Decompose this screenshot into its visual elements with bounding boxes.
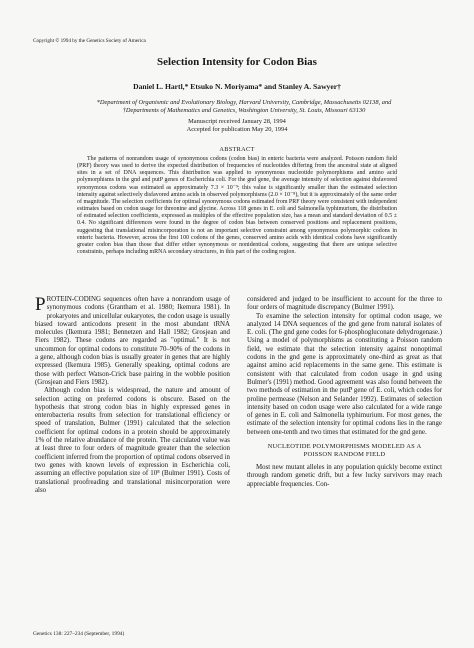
section-heading <box>247 443 442 459</box>
body-column-left <box>35 296 230 495</box>
affiliation-1: *Department of Organismic and Evolutionary Biology, Harvard University, Cambridge, Massachusetts 02138, and <box>96 99 392 106</box>
received-date: Manuscript received January 28, 1994 <box>188 118 286 125</box>
intro-paragraph-3: To examine the selection intensity for optimal codon usage, we analyzed 14 DNA sequences of the gnd gene from natural isolates of E. coli. (The gnd gene codes for 6-phosphogluconate dehydrogenase.) Using a model of polymorphisms as constituting a Poisson random field, we estimate that the selection intensity against nonoptimal codons in the gnd gene is approximately one-third as great as that against amino acid replacements in the same gene. This estimate is consistent with that calculated from codon usage in gnd using Bulmer's (1991) method. Good agreement was also found between the two methods of estimation in the putP gene of E. coli, which codes for proline permease (Nelson and Selander 1992). Estimates of selection intensity based on codon usage were also calculated for a wide range of genes in E. coli and Salmonella typhimurium. For most genes, the estimate of the selection intensity for optimal codons lies in the range between one-tenth and two times that estimated for the gnd gene. <box>247 312 442 436</box>
continued-paragraph: considered and judged to be insufficient to account for the three to four orders of magnitude discrepancy (Bulmer 1991). <box>247 296 442 312</box>
author-list: Daniel L. Hartl,* Etsuko N. Moriyama* and Stanley A. Sawyer† <box>133 82 341 91</box>
section-heading-line-2: POISSON RANDOM FIELD <box>303 451 386 459</box>
abstract-text <box>77 156 397 256</box>
paper-title: Selection Intensity for Codon Bias <box>157 56 317 68</box>
section-paragraph: Most new mutant alleles in any population quickly become extinct through random genetic drift, but a few lucky survivors may reach appreciable frequencies. Con- <box>247 464 442 488</box>
intro-paragraph-2: Although codon bias is widespread, the nature and amount of selection acting on preferred codons is obscure. Based on the hypothesis that strong codon bias in highly expressed genes in enterobacteria results from selection for translational efficiency or speed of translation, Bulmer (1991) calculated that the selection coefficient for optimal codons in a protein should be approximately 1% of the relative abundance of the protein. The calculated value was at least three to four orders of magnitude greater than the selection coefficient inferred from the proportion of optimal codons observed in two genes with known levels of expression in Escherichia coli, assuming an effective population size of 10⁸ (Bulmer 1991). Costs of translational proofreading and translational misincorporation were also <box>35 387 230 494</box>
intro-paragraph-1-text: ROTEIN-CODING sequences often have a nonrandom usage of synonymous codons (Grantham et al. 1980; Ikemura 1981). In prokaryotes and unicellular eukaryotes, the codon usage is usually biased toward anticodons present in the most abundant tRNA molecules (Ikemura 1981; Bennetzen and Hall 1982; Grosjean and Fiers 1982). These codons are regarded as "optimal." It is not uncommon for optimal codons to constitute 70–90% of the codons in a gene, although codon bias is usually greater in genes that are highly expressed (Ikemura 1985). Generally speaking, optimal codons are those with perfect Watson-Crick base pairing in the wobble position (Grosjean and Fiers 1982). <box>35 296 230 386</box>
accepted-date: Accepted for publication May 20, 1994 <box>186 126 288 133</box>
intro-paragraph-1 <box>35 296 230 387</box>
copyright-line: Copyright © 1994 by the Genetics Society of America <box>33 38 146 44</box>
section-heading-line-1: NUCLEOTIDE POLYMORPHISMS MODELED AS A <box>267 443 422 451</box>
affiliations <box>48 99 440 115</box>
body-column-right <box>247 296 442 489</box>
abstract-heading: ABSTRACT <box>219 146 255 153</box>
affiliation-2: †Departments of Mathematics and Genetics, Washington University, St. Louis, Missouri 63130 <box>122 107 366 114</box>
journal-footer: Genetics 138: 227–234 (September, 1994) <box>33 631 125 637</box>
manuscript-dates <box>0 118 474 134</box>
drop-cap: P <box>35 294 46 315</box>
abstract-paragraph: The patterns of nonrandom usage of synonymous codons (codon bias) in enteric bacteria were analyzed. Poisson random field (PRF) theory was used to derive the expected distribution of frequencies of nucleotides differing from the ancestral state at aligned sites in a set of DNA sequences. This distribution was applied to synonymous nucleotide polymorphisms and amino acid polymorphisms in the gnd and putP genes of Escherichia coli. For the gnd gene, the average intensity of selection against disfavored synonymous codons was estimated as approximately 7.3 × 10⁻⁹; this value is significantly smaller than the estimated selection intensity against selectively disfavored amino acids in observed polymorphisms (2.0 × 10⁻⁸), but it is approximately of the same order of magnitude. The selection coefficients for optimal synonymous codons estimated from PRF theory were consistent with independent estimates based on codon usage for threonine and glycine. Across 118 genes in E. coli and Salmonella typhimurium, the distribution of estimated selection coefficients, expressed as multiples of the effective population size, has a mean and standard deviation of 0.5 ± 0.4. No significant differences were found in the degree of codon bias between conserved positions and replacement positions, suggesting that translational misincorporation is not an important selective constraint among synonymous polymorphic codons in enteric bacteria. However, across the first 100 codons of the genes, conserved amino acids with identical codons have significantly greater codon bias than those that differ either synonymous or nonidentical codons, suggesting that there are unique selective constraints, perhaps including mRNA secondary structures, in this part of the coding region. <box>77 156 397 256</box>
